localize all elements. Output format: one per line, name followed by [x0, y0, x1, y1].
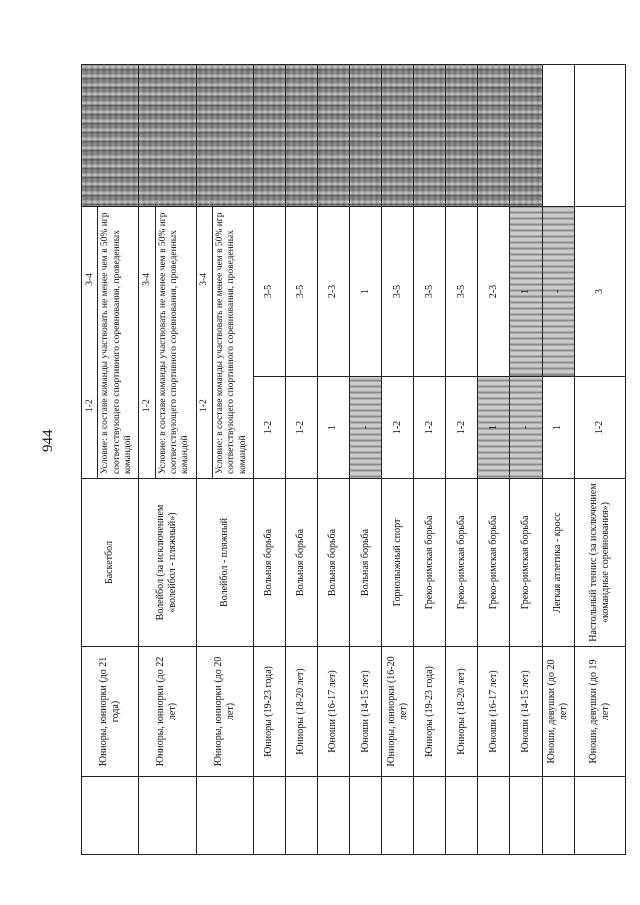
category-cell: Юноши (16-17 лет) — [317, 647, 349, 777]
sport-cell: Легкая атлетика - кросс — [542, 479, 574, 647]
scan-artifact — [510, 64, 542, 206]
sport-cell: Вольная борьба — [253, 479, 285, 647]
category-cell: Юниоры (18-20 лет) — [285, 647, 317, 777]
place-b-cell: 3-5 — [414, 206, 446, 376]
table-row — [196, 64, 253, 854]
empty-cell — [574, 777, 625, 855]
category-cell: Юниоры, юниорки (до 20 лет) — [196, 647, 253, 777]
place-b-cell: 3-5 — [382, 206, 414, 376]
category-cell: Юноши, девушки (до 19 лет) — [574, 647, 625, 777]
place-b-cell: 2-3 — [317, 206, 349, 376]
place-a-cell: 1-2 — [446, 377, 478, 479]
table-body — [82, 64, 626, 854]
condition-cell — [82, 206, 139, 478]
condition-text: Условие: в составе команды участвовать не менее чем в 50% игр соответствующего спортивного соревнования, проведенных командой — [214, 212, 248, 474]
scan-artifact — [139, 64, 196, 206]
sport-cell: Греко-римская борьба — [414, 479, 446, 647]
blank-cell — [542, 64, 574, 206]
place-a: 1-2 — [199, 399, 210, 412]
place-a-cell: 1-2 — [574, 377, 625, 479]
sport-cell: Горнолыжный спорт — [382, 479, 414, 647]
page-number: 944 — [40, 429, 56, 452]
scan-artifact — [317, 64, 349, 206]
empty-cell — [414, 777, 446, 855]
empty-cell — [542, 777, 574, 855]
category-cell: Юниоры, юниорки (16-20 лет) — [382, 647, 414, 777]
place-b-cell: 3-5 — [446, 206, 478, 376]
scan-artifact — [382, 64, 414, 206]
condition-text: Условие: в составе команды участвовать не менее чем в 50% игр соответствующего спортивного соревнования, проведенных командой — [100, 212, 134, 474]
empty-cell — [350, 777, 382, 855]
sport-cell: Волейбол - пляжный — [196, 479, 253, 647]
scan-artifact — [253, 64, 285, 206]
place-b: 3-4 — [84, 273, 95, 286]
empty-cell — [478, 777, 510, 855]
table-row — [382, 64, 414, 854]
sport-cell: Вольная борьба — [285, 479, 317, 647]
empty-cell — [139, 777, 196, 855]
empty-cell — [446, 777, 478, 855]
place-b-cell: 3-5 — [285, 206, 317, 376]
table-row — [285, 64, 317, 854]
empty-cell — [317, 777, 349, 855]
place-a-cell: 1-2 — [414, 377, 446, 479]
place-b: 3-4 — [142, 273, 153, 286]
empty-cell — [285, 777, 317, 855]
place-a: 1-2 — [142, 399, 153, 412]
sport-cell: Вольная борьба — [350, 479, 382, 647]
condition-places — [141, 207, 155, 478]
sport-cell: Греко-римская борьба — [446, 479, 478, 647]
sport-cell: Греко-римская борьба — [510, 479, 542, 647]
empty-cell — [82, 777, 139, 855]
scan-artifact — [285, 64, 317, 206]
category-cell: Юноши (14-15 лет) — [350, 647, 382, 777]
category-cell: Юноши (16-17 лет) — [478, 647, 510, 777]
blank-cell — [574, 64, 625, 206]
table-row — [139, 64, 196, 854]
category-cell: Юниоры, юниорки (до 21 года) — [82, 647, 139, 777]
sport-cell: Греко-римская борьба — [478, 479, 510, 647]
table-row — [350, 64, 382, 854]
condition-places — [198, 207, 212, 478]
scan-artifact — [478, 64, 510, 206]
place-a-cell: - — [510, 377, 542, 479]
sport-cell: Волейбол (за исключением «волейбол - пляжный») — [139, 479, 196, 647]
place-b-cell: 2-3 — [478, 206, 510, 376]
place-a: 1-2 — [84, 399, 95, 412]
place-a-cell: 1-2 — [382, 377, 414, 479]
place-a-cell: 1-2 — [253, 377, 285, 479]
place-a-cell: 1 — [478, 377, 510, 479]
scan-artifact — [196, 64, 253, 206]
rotated-table-wrapper — [81, 65, 626, 855]
place-a-cell: 1 — [317, 377, 349, 479]
condition-cell — [139, 206, 196, 478]
sport-cell: Настольный теннис (за исключением «командные соревнования») — [574, 479, 625, 647]
table-row — [510, 64, 542, 854]
table-row — [574, 64, 625, 854]
empty-cell — [253, 777, 285, 855]
place-b: 3-4 — [199, 273, 210, 286]
table-row — [253, 64, 285, 854]
place-b-cell: 1 — [350, 206, 382, 376]
place-b-cell: - — [542, 206, 574, 376]
scan-artifact — [350, 64, 382, 206]
table-row — [82, 64, 139, 854]
category-cell: Юниоры, юниорки (до 22 лет) — [139, 647, 196, 777]
empty-cell — [510, 777, 542, 855]
category-cell: Юноши, девушки (до 20 лет) — [542, 647, 574, 777]
place-a-cell: 1-2 — [285, 377, 317, 479]
scan-artifact — [82, 64, 139, 206]
place-a-cell: 1 — [542, 377, 574, 479]
sport-cell: Вольная борьба — [317, 479, 349, 647]
table-row — [414, 64, 446, 854]
empty-cell — [382, 777, 414, 855]
place-b-cell: 1 — [510, 206, 542, 376]
table-row — [317, 64, 349, 854]
place-b-cell: 3 — [574, 206, 625, 376]
condition-places — [84, 207, 98, 478]
requirements-table — [81, 64, 626, 855]
condition-cell — [196, 206, 253, 478]
scan-artifact — [414, 64, 446, 206]
condition-text: Условие: в составе команды участвовать не менее чем в 50% игр соответствующего спортивного соревнования, проведенных командой — [157, 212, 191, 474]
category-cell: Юниоры (19-23 года) — [414, 647, 446, 777]
category-cell: Юноши (14-15 лет) — [510, 647, 542, 777]
place-a-cell: - — [350, 377, 382, 479]
table-row — [446, 64, 478, 854]
empty-cell — [196, 777, 253, 855]
category-cell: Юниоры (19-23 года) — [253, 647, 285, 777]
scan-artifact — [446, 64, 478, 206]
table-row — [478, 64, 510, 854]
category-cell: Юниоры (18-20 лет) — [446, 647, 478, 777]
place-b-cell: 3-5 — [253, 206, 285, 376]
sport-cell: Баскетбол — [82, 479, 139, 647]
table-row — [542, 64, 574, 854]
